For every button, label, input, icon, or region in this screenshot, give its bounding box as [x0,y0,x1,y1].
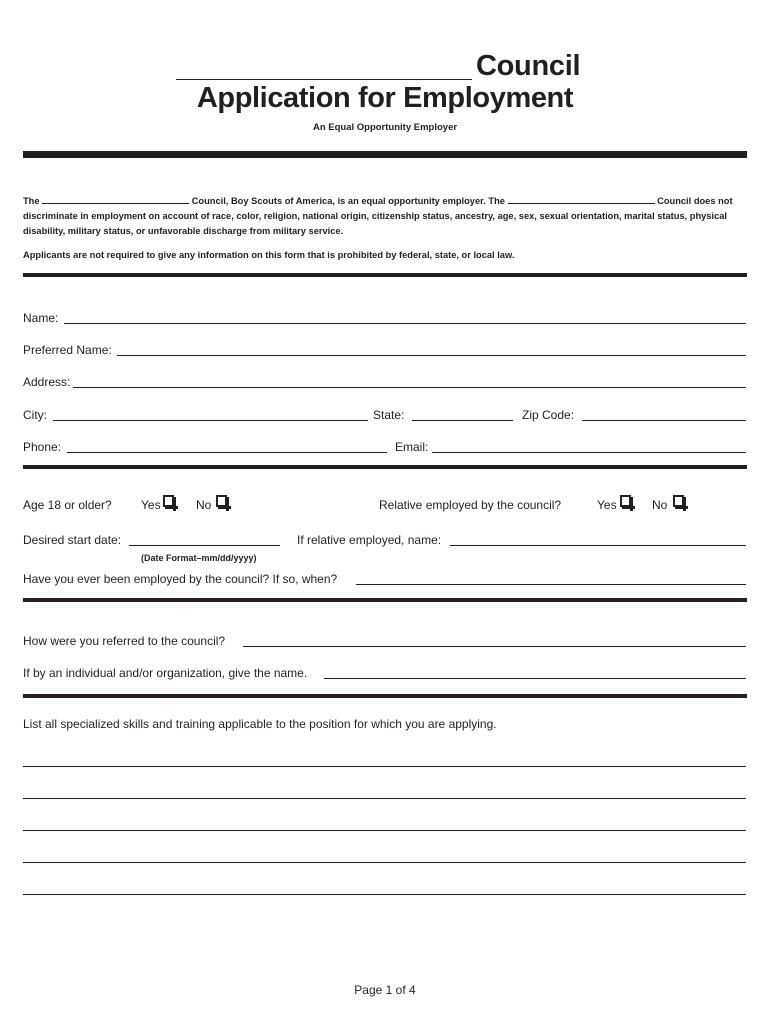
name-field[interactable] [64,323,746,324]
section-divider [23,694,747,698]
section-divider [23,273,747,277]
council-blank-1[interactable] [42,195,189,204]
age-yes-label: Yes [141,498,161,512]
start-date-label: Desired start date: [23,533,122,547]
phone-label: Phone: [23,440,62,454]
referral-label: How were you referred to the council? [23,634,226,648]
phone-field[interactable] [67,452,387,453]
prior-employment-label: Have you ever been employed by the council? If so, when? [23,572,338,586]
preferred-name-label: Preferred Name: [23,343,112,357]
intro-text: Council, Boy Scouts of America, is an equal opportunity employer. The [191,196,505,206]
address-field[interactable] [73,387,746,388]
council-name-line[interactable] [176,79,472,80]
name-label: Name: [23,311,59,325]
skills-line[interactable] [23,830,746,831]
section-divider [23,598,747,602]
relative-yes-checkbox[interactable] [620,495,631,507]
age-no-label: No [196,498,212,512]
section-divider [23,465,747,469]
zip-label: Zip Code: [522,408,575,422]
title-council: Council [476,50,581,82]
page-number: Page 1 of 4 [354,983,416,997]
relative-name-field[interactable] [450,545,746,546]
age-no-checkbox[interactable] [216,495,227,507]
city-label: City: [23,408,47,422]
skills-line[interactable] [23,894,746,895]
subtitle: An Equal Opportunity Employer [312,122,458,133]
prior-employment-field[interactable] [356,584,746,585]
skills-line[interactable] [23,862,746,863]
intro-paragraph [23,194,747,239]
age-yes-checkbox[interactable] [163,495,174,507]
intro-text: does not discriminate in employment on account of race, color, religion, national origin, citizenship status, ancestry, age, sex, sexual orientation, marital status, physical disability, military status, or unfavorable discharge from military service. [23,196,733,236]
intro-text: Council [657,196,692,206]
address-label: Address: [23,375,71,389]
state-label: State: [373,408,405,422]
age-question: Age 18 or older? [23,498,112,512]
intro-note: Applicants are not required to give any information on this form that is prohibited by federal, state, or local law. [23,250,515,260]
skills-line[interactable] [23,798,746,799]
referral-field[interactable] [243,646,746,647]
relative-no-label: No [652,498,668,512]
email-label: Email: [395,440,429,454]
skills-line[interactable] [23,766,746,767]
council-blank-2[interactable] [508,195,655,204]
section-divider [23,151,747,158]
page-title: Application for Employment [196,82,574,114]
zip-field[interactable] [582,420,746,421]
skills-label: List all specialized skills and training applicable to the position for which you are applying. [23,717,497,731]
city-field[interactable] [53,420,368,421]
relative-yes-label: Yes [597,498,617,512]
relative-no-checkbox[interactable] [673,495,684,507]
state-field[interactable] [412,420,513,421]
referrer-name-field[interactable] [324,678,746,679]
relative-name-label: If relative employed, name: [297,533,442,547]
start-date-field[interactable] [129,545,280,546]
relative-question: Relative employed by the council? [379,498,562,512]
preferred-name-field[interactable] [117,355,746,356]
email-field[interactable] [432,452,746,453]
intro-text: The [23,196,40,206]
date-format-hint: (Date Format–mm/dd/yyyy) [141,553,257,563]
referrer-name-label: If by an individual and/or organization, give the name. [23,666,308,680]
